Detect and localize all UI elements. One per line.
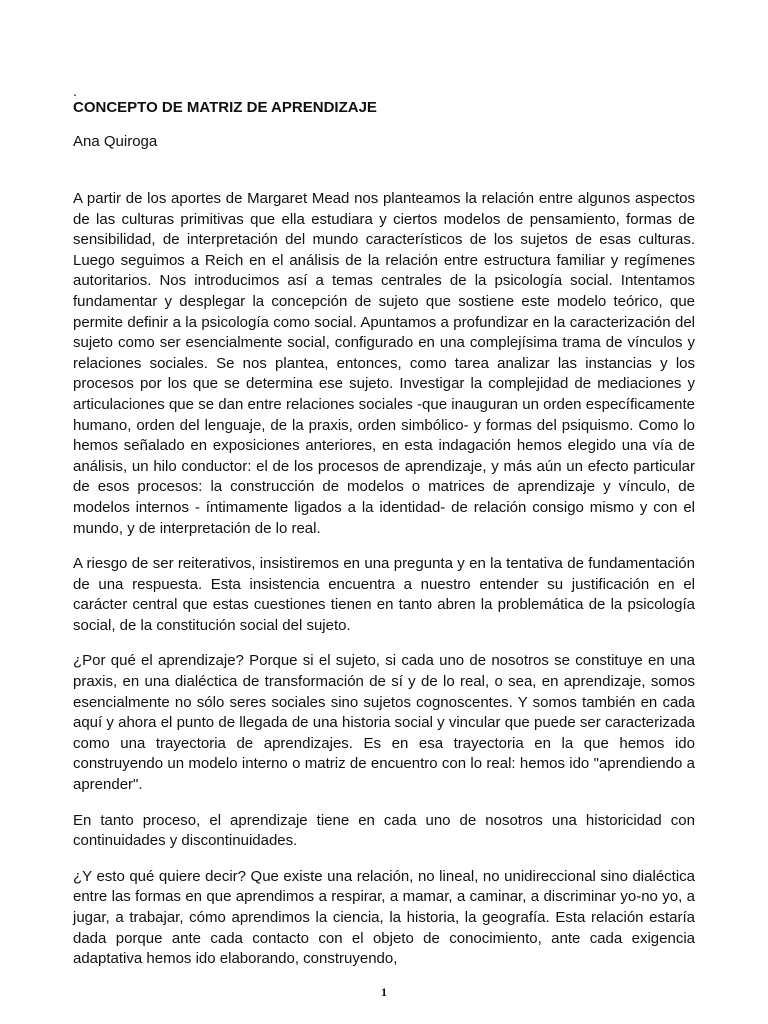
- paragraph-4: En tanto proceso, el aprendizaje tiene en cada uno de nosotros una historicidad con continuidades y discontinuidades.: [73, 811, 695, 850]
- paragraph-3: ¿Por qué el aprendizaje? Porque si el sujeto, si cada uno de nosotros se constituye en una praxis, en una dialéctica de transformación de sí y de lo real, o sea, en aprendizaje, somos esencialmente no sólo seres sociales sino sujetos cognoscentes. Y somos también en cada aquí y ahora el punto de llegada de una historia social y vincular que puede ser caracterizada como una trayectoria de aprendizajes. Es en esa trayectoria en la que hemos ido construyendo un modelo interno o matriz de encuentro con lo real: hemos ido "aprendiendo a aprender".: [73, 652, 695, 794]
- document-title: CONCEPTO DE MATRIZ DE APRENDIZAJE: [73, 99, 377, 116]
- author-name: Ana Quiroga: [73, 133, 158, 150]
- document-page: [73, 84, 695, 970]
- paragraph-5: ¿Y esto qué quiere decir? Que existe una relación, no lineal, no unidireccional sino dialéctica entre las formas en que aprendimos a respirar, a mamar, a caminar, a discriminar yo-no yo, a jugar, a trabajar, cómo aprendimos la ciencia, la historia, la geografía. Esta relación estaría dada porque ante cada contacto con el objeto de conocimiento, ante cada exigencia adaptativa hemos ido elaborando, construyendo,: [73, 867, 695, 968]
- paragraph-2: A riesgo de ser reiterativos, insistiremos en una pregunta y en la tentativa de fundamentación de una respuesta. Esta insistencia encuentra a nuestro entender su justificación en el carácter central que estas cuestiones tienen en tanto abren la problemática de la psicología social, de la constitución social del sujeto.: [73, 555, 695, 634]
- page-number: 1: [381, 985, 387, 999]
- paragraph-1: A partir de los aportes de Margaret Mead nos planteamos la relación entre algunos aspectos de las culturas primitivas que ella estudiara y ciertos modelos de pensamiento, formas de sensibilidad, de interpretación del mundo característicos de los sujetos de esas culturas. Luego seguimos a Reich en el análisis de la relación entre estructura familiar y regímenes autoritarios. Nos introducimos así a temas centrales de la psicología social. Intentamos fundamentar y desplegar la concepción de sujeto que sostiene este modelo teórico, que permite definir a la psicología como social. Apuntamos a profundizar en la caracterización del sujeto como ser esencialmente social, configurado en una complejísima trama de vínculos y relaciones sociales. Se nos plantea, entonces, como tarea analizar las instancias y los procesos por los que se determina ese sujeto. Investigar la complejidad de mediaciones y articulaciones que se dan entre relaciones sociales -que inauguran un orden específicamente humano, orden del lenguaje, de la praxis, orden simbólico- y formas del psiquismo. Como lo hemos señalado en exposiciones anteriores, en esta indagación hemos elegido una vía de análisis, un hilo conductor: el de los procesos de aprendizaje, y más aún un efecto particular de esos procesos: la construcción de modelos o matrices de aprendizaje y vínculo, de modelos internos - íntimamente ligados a la identidad- de relación consigo mismo y con el mundo, y de interpretación de lo real.: [73, 190, 695, 537]
- leading-mark: .: [73, 83, 77, 99]
